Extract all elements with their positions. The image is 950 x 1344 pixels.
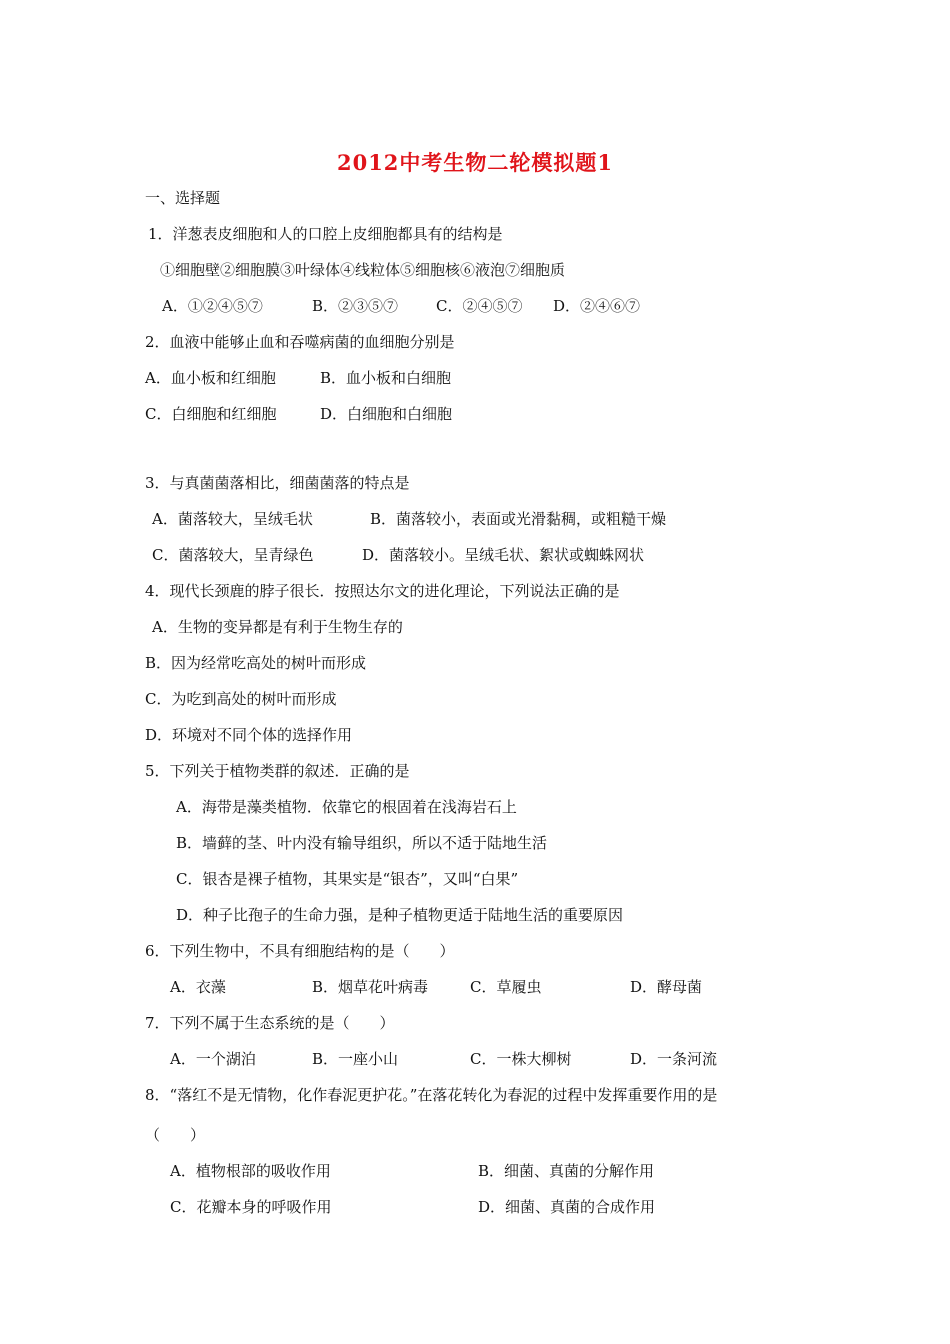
page-title: 2012中考生物二轮模拟题1 <box>336 150 614 175</box>
section-heading: 一、选择题 <box>145 189 221 207</box>
question-1-stem: 1．洋葱表皮细胞和人的口腔上皮细胞都具有的结构是 <box>148 225 503 243</box>
question-2-option-c: C．白细胞和红细胞 <box>145 405 277 423</box>
question-4-stem: 4．现代长颈鹿的脖子很长．按照达尔文的进化理论，下列说法正确的是 <box>145 582 620 600</box>
question-1-option-a: A．①②④⑤⑦ <box>162 297 263 315</box>
question-4-option-a: A．生物的变异都是有利于生物生存的 <box>152 618 403 636</box>
question-7-stem: 7．下列不属于生态系统的是（ ） <box>145 1014 395 1032</box>
question-6-option-c: C．草履虫 <box>470 978 542 996</box>
question-3-option-d: D．菌落较小。呈绒毛状、絮状或蜘蛛网状 <box>362 546 645 564</box>
question-8-option-c: C．花瓣本身的呼吸作用 <box>170 1198 332 1216</box>
question-7-option-d: D．一条河流 <box>630 1050 718 1068</box>
question-2-option-b: B．血小板和白细胞 <box>320 369 452 387</box>
question-7-option-a: A．一个湖泊 <box>170 1050 256 1068</box>
question-5-option-b: B．墙藓的茎、叶内没有输导组织，所以不适于陆地生活 <box>176 834 548 852</box>
question-5-option-c: C．银杏是裸子植物，其果实是“银杏”，又叫“白果” <box>176 870 519 888</box>
question-7-option-b: B．一座小山 <box>312 1050 399 1068</box>
question-3-option-c: C．菌落较大，呈青绿色 <box>152 546 314 564</box>
question-6-stem: 6．下列生物中，不具有细胞结构的是（ ） <box>145 942 455 960</box>
question-1-option-c: C．②④⑤⑦ <box>436 297 523 315</box>
question-5-stem: 5．下列关于植物类群的叙述．正确的是 <box>145 762 410 780</box>
question-6-option-a: A．衣藻 <box>170 978 226 996</box>
question-8-option-a: A．植物根部的吸收作用 <box>170 1162 331 1180</box>
question-8-option-d: D．细菌、真菌的合成作用 <box>478 1198 656 1216</box>
question-8-option-b: B．细菌、真菌的分解作用 <box>478 1162 655 1180</box>
question-5-option-d: D．种子比孢子的生命力强，是种子植物更适于陆地生活的重要原因 <box>176 906 624 924</box>
question-8-stem: 8．“落红不是无情物，化作春泥更护花。”在落花转化为春泥的过程中发挥重要作用的是 <box>145 1086 718 1104</box>
question-2-option-d: D．白细胞和白细胞 <box>320 405 453 423</box>
question-6-option-d: D．酵母菌 <box>630 978 703 996</box>
question-2-option-a: A．血小板和红细胞 <box>145 369 276 387</box>
question-3-stem: 3．与真菌菌落相比，细菌菌落的特点是 <box>145 474 410 492</box>
question-7-option-c: C．一株大柳树 <box>470 1050 572 1068</box>
question-4-option-c: C．为吃到高处的树叶而形成 <box>145 690 337 708</box>
question-1-option-b: B．②③⑤⑦ <box>312 297 399 315</box>
question-1-option-d: D．②④⑥⑦ <box>553 297 641 315</box>
question-4-option-b: B．因为经常吃高处的树叶而形成 <box>145 654 367 672</box>
question-3-option-b: B．菌落较小，表面或光滑黏稠，或粗糙干燥 <box>370 510 667 528</box>
question-4-option-d: D．环境对不同个体的选择作用 <box>145 726 353 744</box>
question-8-answer-blank: （ ） <box>145 1126 206 1144</box>
question-6-option-b: B．烟草花叶病毒 <box>312 978 429 996</box>
question-2-stem: 2．血液中能够止血和吞噬病菌的血细胞分别是 <box>145 333 455 351</box>
question-5-option-a: A．海带是藻类植物．依靠它的根固着在浅海岩石上 <box>176 798 517 816</box>
question-3-option-a: A．菌落较大，呈绒毛状 <box>152 510 313 528</box>
question-1-items: ①细胞壁②细胞膜③叶绿体④线粒体⑤细胞核⑥液泡⑦细胞质 <box>160 261 566 279</box>
